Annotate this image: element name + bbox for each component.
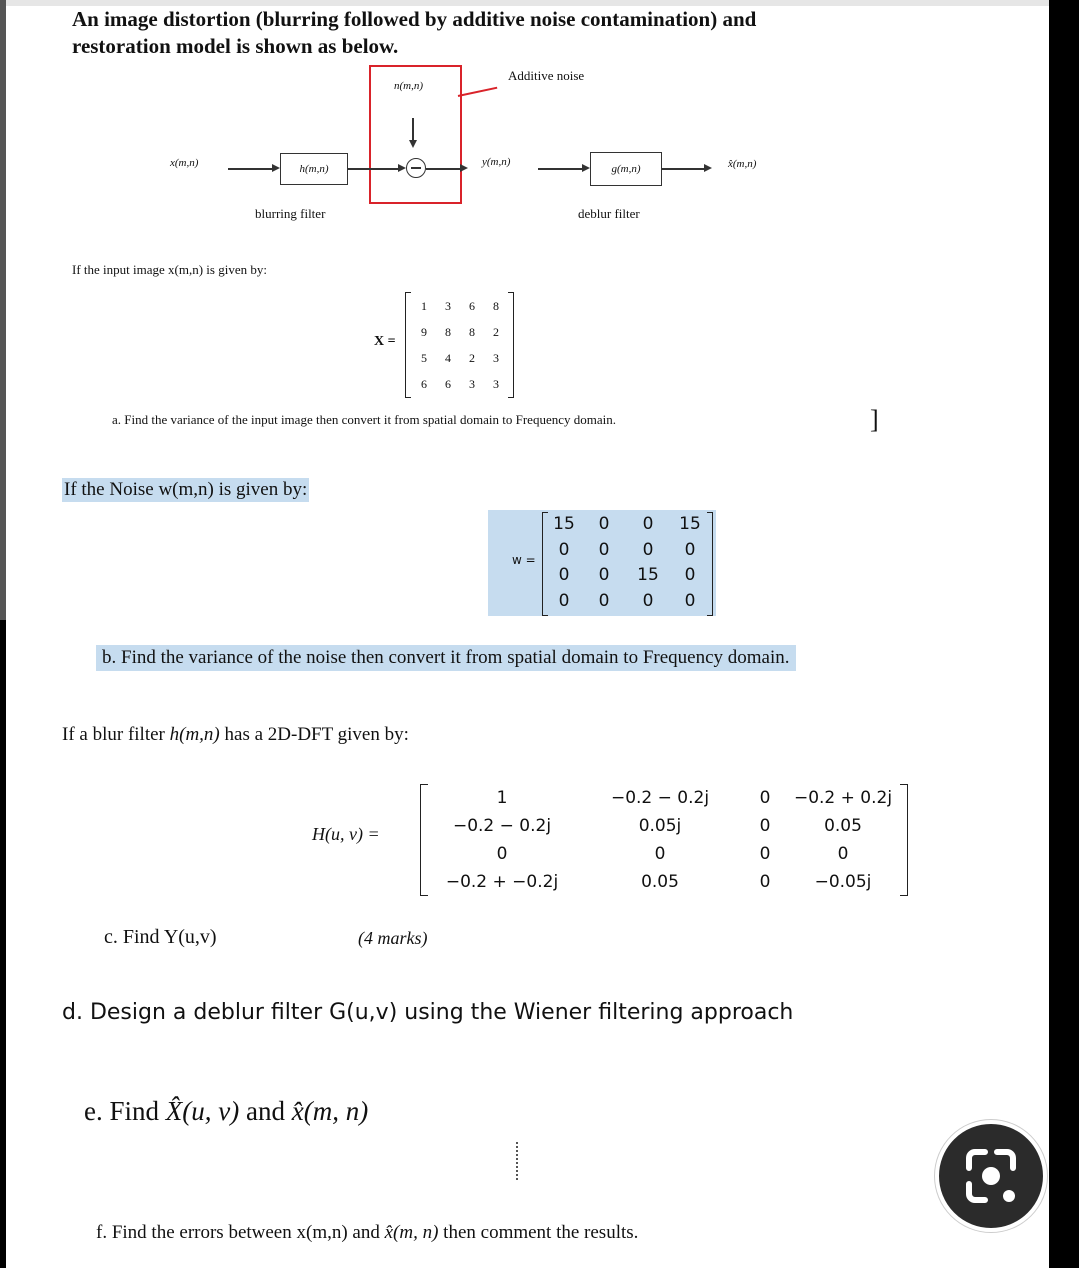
h-matrix-cell: 0 [837, 844, 849, 864]
document-page [6, 0, 1049, 1268]
question-e: e. Find X̂(u, v) and x̂(m, n) [84, 1096, 369, 1126]
adder-out-line [426, 168, 462, 170]
x-matrix-cell: 3 [493, 351, 499, 365]
h-matrix-cell: 1 [496, 788, 508, 808]
camera-lens-svg [939, 1124, 1043, 1228]
restored-signal: x̂(m,n) [728, 158, 757, 170]
deblur-out-arrow [704, 164, 712, 172]
x-matrix-cell: 3 [469, 377, 475, 391]
deblur-input-arrow [582, 164, 590, 172]
h-matrix-cell: 0 [759, 788, 771, 808]
x-matrix-cell: 8 [445, 325, 451, 339]
adder-out-arrow [460, 164, 468, 172]
w-matrix-cell: 0 [598, 565, 610, 585]
w-matrix-cell: 0 [558, 565, 570, 585]
h-matrix-cell: 0 [759, 816, 771, 836]
x-matrix-cell: 6 [421, 377, 427, 391]
blur-filter-block: h(m,n) [280, 153, 348, 185]
w-matrix-cell: 15 [553, 514, 575, 534]
w-matrix-cell: 0 [684, 539, 696, 560]
output-signal: y(m,n) [482, 156, 511, 168]
question-a: a. Find the variance of the input image then convert it from spatial domain to Frequency domain. [112, 412, 616, 427]
noise-down-arrow [409, 140, 417, 148]
w-matrix-cell: 0 [642, 590, 654, 611]
deblur-filter-block: g(m,n) [590, 152, 662, 186]
h-matrix-cell: 0 [759, 872, 771, 892]
input-intro: If the input image x(m,n) is given by: [72, 262, 267, 277]
input-arrow [272, 164, 280, 172]
adder-input-arrow [398, 164, 406, 172]
h-matrix-left-bracket [420, 784, 428, 896]
x-matrix-cell: 6 [445, 377, 451, 391]
h-matrix-label: H(u, v) = [312, 824, 380, 844]
noise-label: Additive noise [508, 68, 585, 83]
h-matrix-cell: −0.2 − 0.2j [452, 816, 552, 836]
w-matrix-cell: 0 [684, 590, 696, 611]
x-matrix-cell: 2 [469, 351, 475, 365]
output-line [538, 168, 584, 170]
w-matrix-cell: 0 [558, 590, 570, 611]
input-line [228, 168, 274, 170]
h-matrix-cell: −0.2 + −0.2j [445, 872, 559, 892]
problem-title: An image distortion (blurring followed by additive noise contamination) and restoration model is shown as below. [72, 7, 757, 58]
noise-intro: If the Noise w(m,n) is given by: [64, 479, 308, 500]
camera-lens-icon[interactable] [935, 1120, 1047, 1232]
question-c: c. Find Y(u,v) [104, 926, 217, 948]
x-matrix-cell: 2 [493, 325, 499, 339]
h-matrix-cell: −0.2 − 0.2j [610, 788, 710, 808]
h-matrix-cell: 0 [759, 844, 771, 864]
x-matrix-grid [412, 293, 508, 397]
h-matrix-cell: 0 [654, 844, 666, 864]
x-matrix-cell: 3 [445, 299, 451, 313]
stray-bracket-mark: ] [870, 405, 879, 434]
x-matrix-label: X = [374, 334, 396, 349]
x-matrix-cell: 9 [421, 325, 427, 339]
x-matrix-cell: 8 [469, 325, 475, 339]
w-matrix-label: w = [512, 553, 536, 567]
blur-intro: If a blur filter h(m,n) has a 2D-DFT given by: [62, 724, 409, 745]
h-matrix-right-bracket [900, 784, 908, 896]
x-matrix-cell: 4 [445, 351, 451, 365]
h-matrix-cell: 0.05 [641, 872, 679, 892]
w-matrix-grid [546, 512, 710, 614]
x-matrix-cell: 3 [493, 377, 499, 391]
h-matrix-cell: −0.05j [814, 872, 872, 892]
h-matrix-cell: −0.2 + 0.2j [793, 788, 893, 808]
w-matrix-cell: 0 [598, 514, 610, 534]
h-matrix-cell: 0 [496, 844, 508, 864]
question-d: d. Design a deblur filter G(u,v) using the Wiener filtering approach [62, 1000, 794, 1025]
h-matrix-cell: 0.05j [638, 816, 682, 836]
noise-down-line [412, 118, 414, 142]
x-matrix-right-bracket [508, 292, 514, 398]
h-matrix-cell: 0.05 [824, 816, 862, 836]
w-matrix-cell: 15 [637, 565, 659, 585]
x-matrix-cell: 6 [469, 299, 475, 313]
adder-plus-h [411, 167, 421, 169]
deblur-out-line [662, 168, 706, 170]
w-matrix-cell: 0 [642, 539, 654, 560]
h-matrix-grid [428, 784, 900, 896]
x-matrix-cell: 5 [421, 351, 427, 365]
question-b: b. Find the variance of the noise then convert it from spatial domain to Frequency domain. [96, 645, 796, 671]
w-matrix-cell: 15 [679, 514, 701, 534]
x-matrix-cell: 8 [493, 299, 499, 313]
w-matrix-cell: 0 [598, 539, 610, 560]
x-matrix-left-bracket [405, 292, 411, 398]
dotted-cursor-mark [516, 1142, 520, 1180]
x-matrix-cell: 1 [421, 299, 427, 313]
blur-to-adder-line [348, 168, 400, 170]
input-signal: x(m,n) [170, 157, 199, 169]
question-c-marks: (4 marks) [358, 928, 428, 948]
w-matrix-cell: 0 [558, 539, 570, 560]
blur-caption: blurring filter [255, 206, 326, 221]
w-matrix-cell: 0 [598, 590, 610, 611]
deblur-caption: deblur filter [578, 206, 640, 221]
question-f: f. Find the errors between x(m,n) and x̂(m, n) then comment the results. [96, 1222, 639, 1243]
w-matrix-cell: 0 [684, 565, 696, 585]
w-matrix-cell: 0 [642, 514, 654, 534]
noise-signal: n(m,n) [394, 80, 424, 92]
